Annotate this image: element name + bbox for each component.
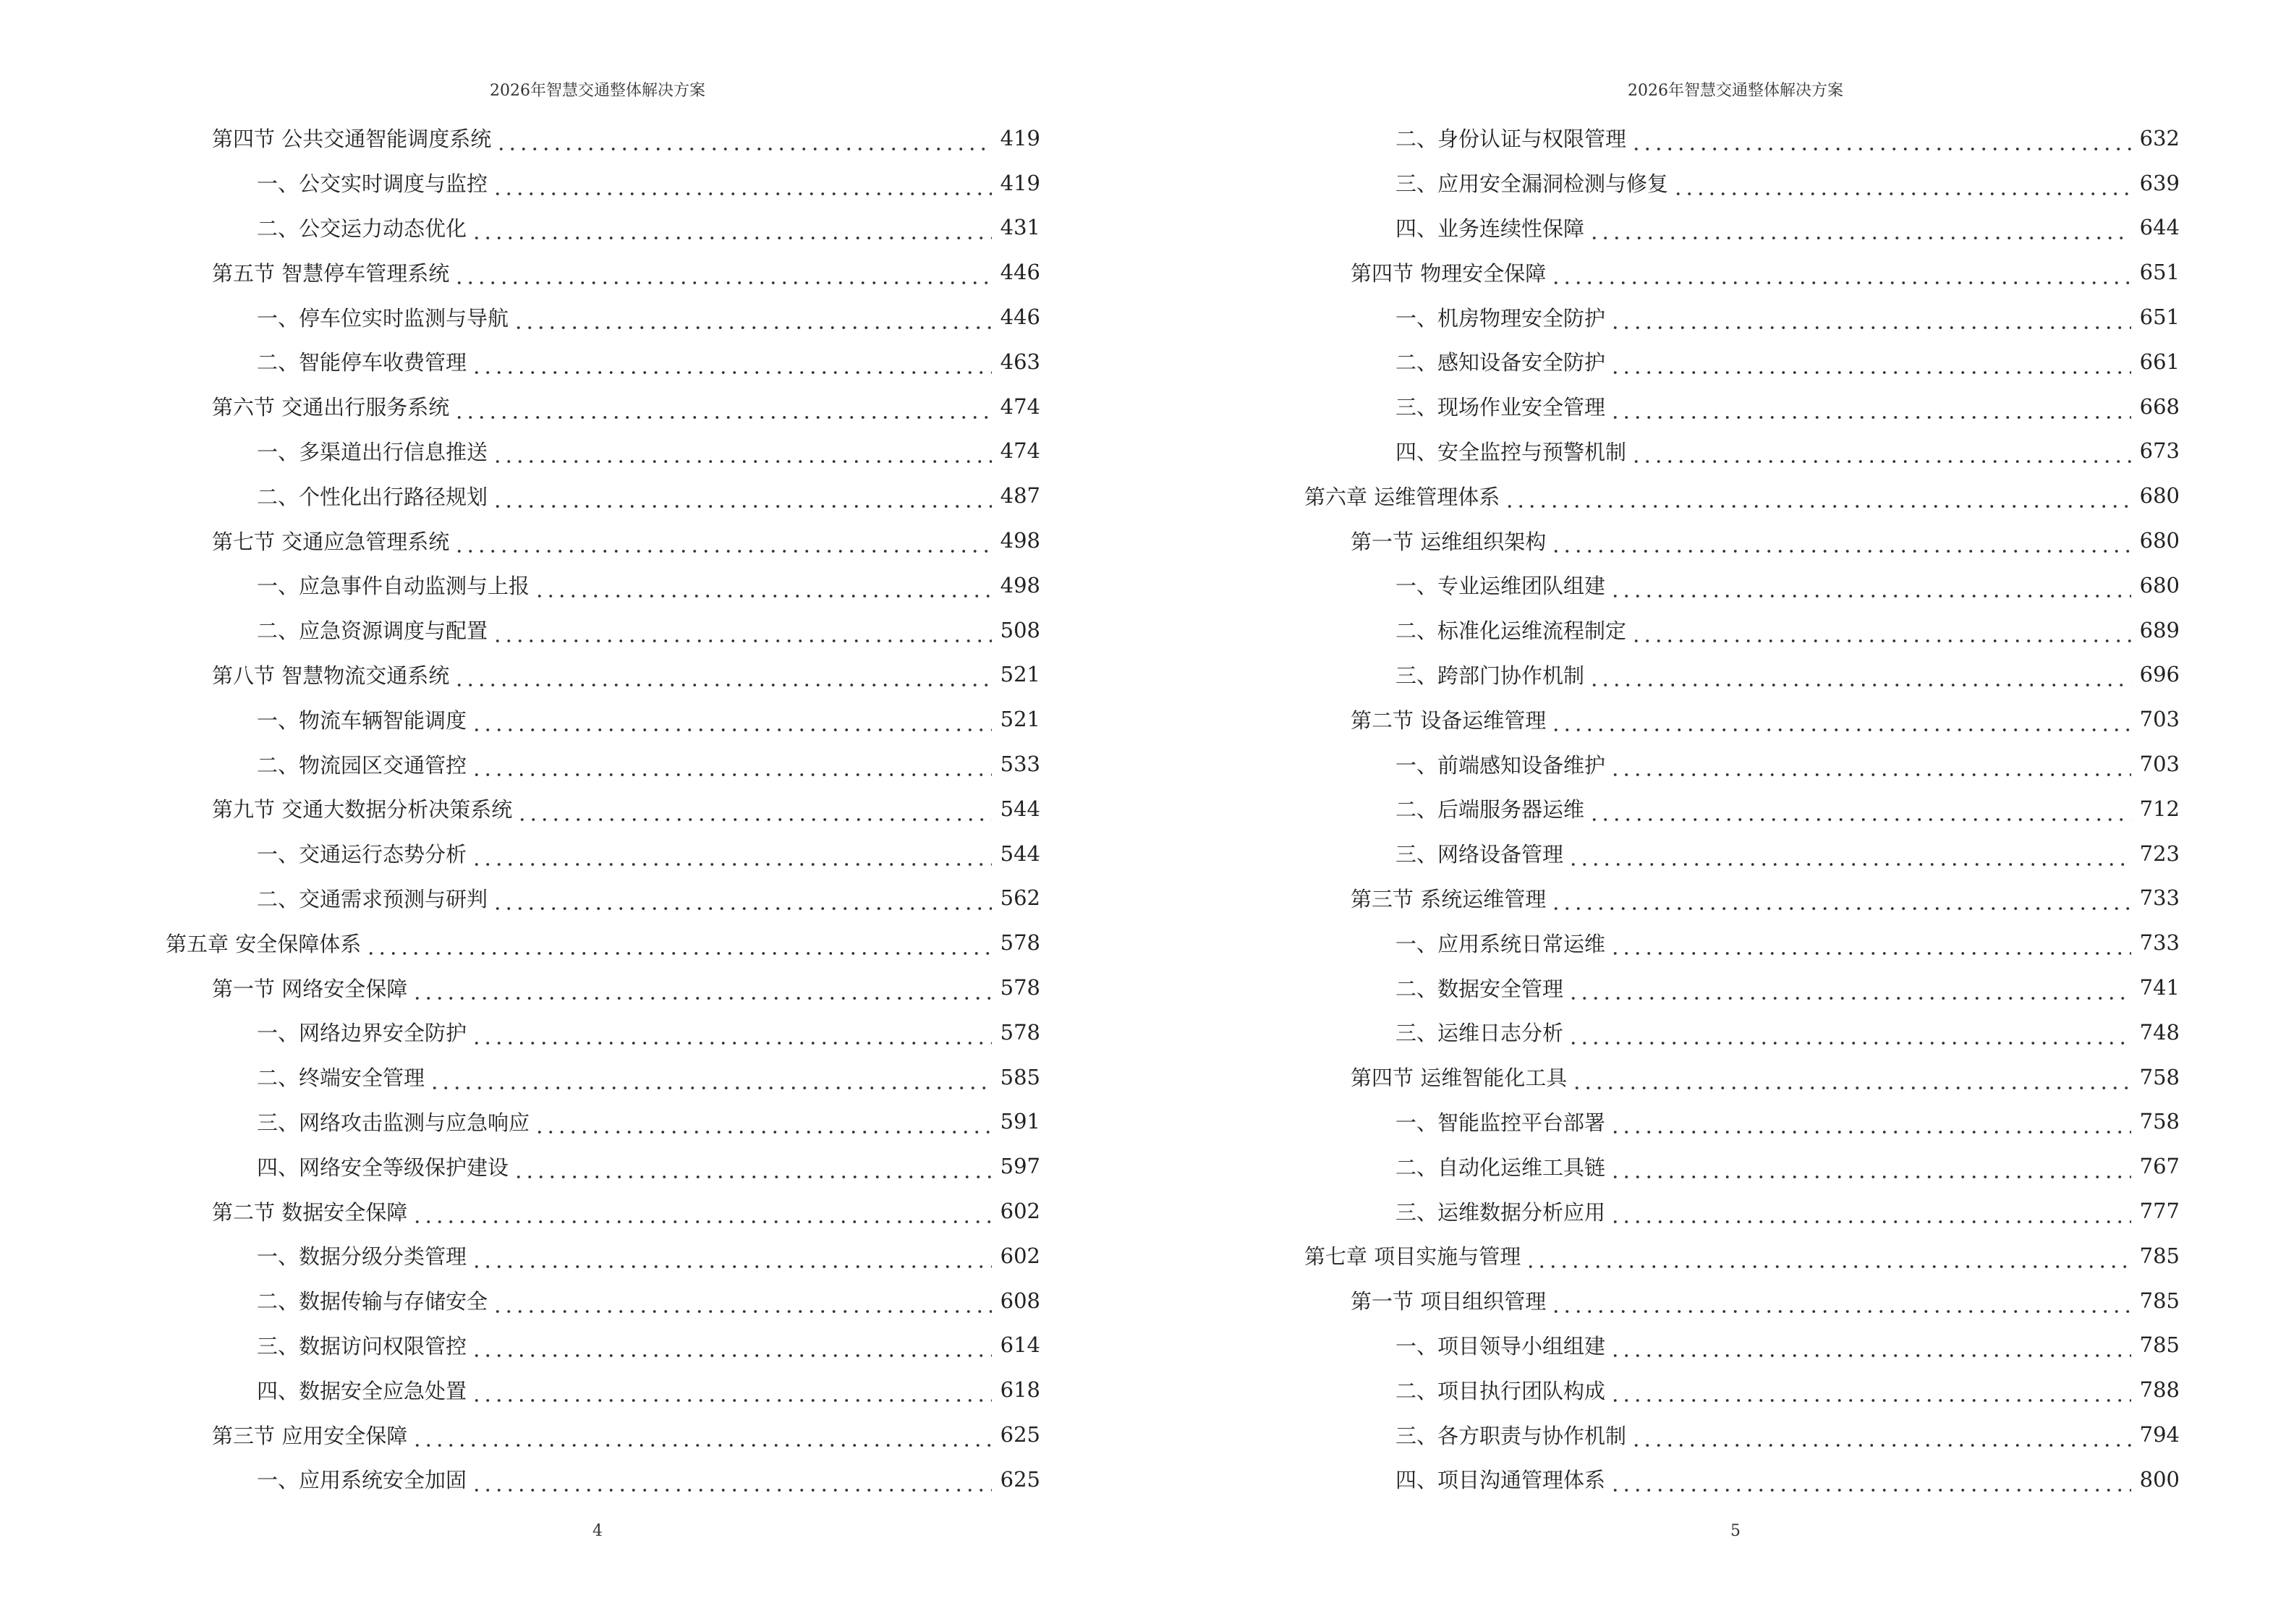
page-5 [1143,0,2286,1624]
toc-entry-title: 一、应用系统日常运维 [1395,931,1606,956]
toc-item-entry[interactable] [1304,965,2180,1010]
toc-entry-page: 680 [2139,483,2180,509]
toc-entry-title: 一、停车位实时监测与导航 [257,305,509,331]
toc-item-entry[interactable] [1304,429,2180,474]
toc-list [166,116,1040,1502]
dot-leader [471,1382,992,1403]
dot-leader [1610,1471,2131,1493]
toc-entry-title: 四、安全监控与预警机制 [1395,439,1627,464]
toc-item-entry[interactable] [166,1100,1040,1144]
toc-entry-page: 785 [2139,1332,2180,1358]
toc-entry-page: 544 [1000,841,1040,866]
toc-chapter-entry[interactable] [166,920,1040,965]
toc-entry-title: 一、物流车辆智能调度 [257,707,467,733]
dot-leader [1550,532,2130,554]
dot-leader [492,443,992,464]
toc-entry-page: 597 [1000,1154,1040,1179]
toc-entry-title: 第八节 智慧物流交通系统 [212,663,450,688]
dot-leader [492,622,992,644]
dot-leader [454,666,991,688]
toc-entry-page: 741 [2139,975,2180,1000]
toc-entry-page: 578 [1000,975,1040,1000]
dot-leader [412,1203,991,1225]
toc-entry-title: 二、后端服务器运维 [1395,797,1585,822]
dot-leader [1550,890,2130,911]
toc-entry-title: 三、运维数据分析应用 [1395,1199,1606,1225]
dot-leader [492,1293,992,1314]
toc-item-entry[interactable] [166,429,1040,474]
toc-entry-title: 一、公交实时调度与监控 [257,171,488,197]
toc-section-entry[interactable] [1304,518,2180,563]
toc-entry-title: 第七节 交通应急管理系统 [212,529,450,554]
dot-leader [454,532,991,554]
toc-entry-page: 544 [1000,796,1040,821]
toc-entry-title: 二、智能停车收费管理 [257,350,467,375]
toc-entry-page: 446 [1000,305,1040,330]
toc-entry-title: 一、项目领导小组组建 [1395,1333,1606,1359]
toc-item-entry[interactable] [166,876,1040,921]
toc-item-entry[interactable] [1304,831,2180,876]
toc-chapter-entry[interactable] [1304,473,2180,518]
toc-entry-title: 二、自动化运维工具链 [1395,1155,1606,1180]
toc-entry-page: 463 [1000,349,1040,374]
toc-entry-page: 723 [2139,841,2180,866]
toc-entry-title: 第四节 运维智能化工具 [1351,1066,1568,1091]
dot-leader [1610,1158,2131,1180]
dot-leader [471,1471,992,1493]
toc-section-entry[interactable] [166,652,1040,697]
toc-entry-page: 758 [2139,1109,2180,1134]
dot-leader [1568,1024,2131,1046]
toc-entry-page: 533 [1000,752,1040,777]
toc-entry-title: 一、多渠道出行信息推送 [257,439,488,464]
toc-item-entry[interactable] [1304,1010,2180,1055]
dot-leader [471,354,992,375]
toc-item-entry[interactable] [166,608,1040,652]
toc-entry-page: 625 [1000,1466,1040,1492]
dot-leader [1568,846,2131,867]
toc-entry-page: 419 [1000,170,1040,195]
toc-item-entry[interactable] [1304,563,2180,608]
toc-entry-title: 二、物流园区交通管控 [257,752,467,778]
toc-entry-page: 614 [1000,1332,1040,1358]
toc-entry-page: 785 [2139,1288,2180,1313]
toc-entry-page: 758 [2139,1064,2180,1089]
toc-entry-title: 一、前端感知设备维护 [1395,752,1606,778]
dot-leader [1610,1337,2131,1359]
toc-entry-title: 三、跨部门协作机制 [1395,663,1585,688]
toc-entry-title: 一、机房物理安全防护 [1395,305,1606,331]
toc-item-entry[interactable] [1304,1367,2180,1412]
toc-entry-page: 680 [2139,528,2180,553]
dot-leader [513,1158,992,1180]
toc-entry-page: 578 [1000,1019,1040,1045]
toc-entry-title: 一、交通运行态势分析 [257,842,467,867]
toc-entry-title: 一、专业运维团队组建 [1395,574,1606,599]
toc-item-entry[interactable] [1304,116,2180,161]
toc-entry-page: 703 [2139,707,2180,732]
dot-leader [496,130,991,152]
toc-entry-page: 800 [2139,1466,2180,1492]
toc-item-entry[interactable] [166,1144,1040,1189]
dot-leader [1631,130,2131,152]
toc-section-entry[interactable] [1304,876,2180,921]
dot-leader [1525,1248,2130,1270]
dot-leader [492,488,992,509]
dot-leader [492,175,992,197]
toc-item-entry[interactable] [1304,1412,2180,1457]
dot-leader [517,801,991,822]
dot-leader [1673,175,2131,197]
toc-entry-title: 第四节 物理安全保障 [1351,260,1547,286]
toc-entry-page: 777 [2139,1199,2180,1224]
toc-item-entry[interactable] [1304,1100,2180,1144]
toc-section-entry[interactable] [166,786,1040,831]
toc-entry-page: 651 [2139,305,2180,330]
toc-entry-title: 二、个性化出行路径规划 [257,484,488,509]
toc-entry-title: 第一节 项目组织管理 [1351,1289,1547,1314]
toc-section-entry[interactable] [166,518,1040,563]
toc-entry-title: 第一节 网络安全保障 [212,976,408,1001]
dot-leader [1610,1203,2131,1225]
toc-entry-title: 四、网络安全等级保护建设 [257,1155,509,1180]
toc-item-entry[interactable] [166,1278,1040,1323]
toc-entry-title: 第一节 运维组织架构 [1351,529,1547,554]
dot-leader [412,979,991,1001]
dot-leader [492,890,992,911]
toc-item-entry[interactable] [166,1323,1040,1368]
toc-section-entry[interactable] [1304,697,2180,741]
toc-entry-title: 三、各方职责与协作机制 [1395,1423,1627,1448]
toc-entry-title: 一、网络边界安全防护 [257,1021,467,1046]
toc-entry-title: 一、智能监控平台部署 [1395,1110,1606,1135]
toc-item-entry[interactable] [166,1367,1040,1412]
toc-entry-title: 三、网络攻击监测与应急响应 [257,1110,530,1135]
toc-entry-title: 四、业务连续性保障 [1395,216,1585,241]
toc-section-entry[interactable] [166,116,1040,161]
toc-entry-page: 521 [1000,707,1040,732]
toc-entry-page: 618 [1000,1377,1040,1403]
toc-item-entry[interactable] [166,1233,1040,1278]
toc-entry-page: 585 [1000,1064,1040,1089]
dot-leader [1504,488,2130,509]
toc-item-entry[interactable] [1304,1457,2180,1502]
toc-item-entry[interactable] [166,1055,1040,1100]
toc-entry-title: 第三节 应用安全保障 [212,1423,408,1448]
toc-entry-page: 661 [2139,349,2180,374]
toc-entry-title: 二、应急资源调度与配置 [257,618,488,644]
toc-item-entry[interactable] [1304,608,2180,652]
toc-section-entry[interactable] [1304,1055,2180,1100]
toc-entry-page: 712 [2139,796,2180,821]
dot-leader [471,846,992,867]
toc-item-entry[interactable] [166,697,1040,741]
dot-leader [1610,309,2131,331]
toc-entry-page: 767 [2139,1154,2180,1179]
toc-entry-page: 521 [1000,662,1040,687]
toc-section-entry[interactable] [166,1189,1040,1233]
toc-item-entry[interactable] [1304,1323,2180,1368]
toc-entry-page: 562 [1000,885,1040,911]
toc-entry-title: 三、运维日志分析 [1395,1021,1564,1046]
toc-item-entry[interactable] [1304,294,2180,339]
toc-entry-title: 三、网络设备管理 [1395,842,1564,867]
dot-leader [534,1113,992,1135]
toc-entry-page: 748 [2139,1019,2180,1045]
toc-entry-title: 第九节 交通大数据分析决策系统 [212,797,513,822]
dot-leader [1610,935,2131,956]
toc-item-entry[interactable] [1304,652,2180,697]
toc-entry-page: 668 [2139,394,2180,419]
dot-leader [1610,399,2131,420]
dot-leader [471,1248,992,1270]
toc-entry-title: 第五章 安全保障体系 [166,931,362,956]
toc-item-entry[interactable] [1304,1189,2180,1233]
toc-entry-page: 644 [2139,215,2180,240]
dot-leader [1610,354,2131,375]
toc-item-entry[interactable] [166,339,1040,384]
dot-leader [1631,622,2131,644]
toc-entry-page: 608 [1000,1288,1040,1313]
dot-leader [1589,801,2131,822]
toc-entry-title: 二、身份认证与权限管理 [1395,127,1627,152]
toc-entry-page: 625 [1000,1422,1040,1447]
toc-entry-title: 第四节 公共交通智能调度系统 [212,127,492,152]
toc-item-entry[interactable] [1304,741,2180,786]
toc-entry-title: 四、数据安全应急处置 [257,1378,467,1403]
toc-item-entry[interactable] [1304,920,2180,965]
dot-leader [1550,264,2130,286]
toc-section-entry[interactable] [166,1412,1040,1457]
dot-leader [454,264,991,286]
toc-entry-page: 733 [2139,930,2180,956]
dot-leader [471,219,992,241]
toc-entry-title: 第三节 系统运维管理 [1351,886,1547,911]
dot-leader [1610,577,2131,599]
toc-entry-title: 二、公交运力动态优化 [257,216,467,241]
toc-entry-page: 785 [2139,1243,2180,1268]
page-number: 5 [1730,1522,1741,1540]
toc-item-entry[interactable] [166,831,1040,876]
toc-entry-title: 第五节 智慧停车管理系统 [212,260,450,286]
toc-section-entry[interactable] [166,965,1040,1010]
toc-entry-page: 703 [2139,752,2180,777]
toc-item-entry[interactable] [166,161,1040,205]
dot-leader [1589,666,2131,688]
toc-item-entry[interactable] [1304,161,2180,205]
toc-entry-title: 二、终端安全管理 [257,1066,425,1091]
toc-entry-title: 一、数据分级分类管理 [257,1244,467,1270]
dot-leader [454,399,991,420]
toc-entry-title: 第七章 项目实施与管理 [1304,1244,1521,1270]
toc-chapter-entry[interactable] [1304,1233,2180,1278]
toc-entry-title: 二、交通需求预测与研判 [257,886,488,911]
dot-leader [1610,1382,2131,1403]
toc-entry-page: 419 [1000,125,1040,150]
dot-leader [1631,443,2131,464]
page-header: 2026年智慧交通整体解决方案 [490,82,705,100]
toc-entry-title: 二、项目执行团队构成 [1395,1378,1606,1403]
toc-entry-title: 一、应用系统安全加固 [257,1468,467,1493]
toc-entry-page: 446 [1000,260,1040,285]
dot-leader [1550,1293,2130,1314]
toc-entry-page: 602 [1000,1243,1040,1268]
dot-leader [471,756,992,778]
toc-section-entry[interactable] [1304,250,2180,294]
dot-leader [429,1069,992,1091]
toc-entry-page: 474 [1000,438,1040,464]
dot-leader [471,711,992,733]
dot-leader [412,1427,991,1448]
dot-leader [1568,979,2131,1001]
dot-leader [1610,1113,2131,1135]
dot-leader [1631,1427,2131,1448]
toc-section-entry[interactable] [1304,1278,2180,1323]
toc-entry-page: 498 [1000,528,1040,553]
toc-entry-page: 602 [1000,1199,1040,1224]
toc-item-entry[interactable] [166,563,1040,608]
dot-leader [365,935,991,956]
toc-entry-page: 733 [2139,885,2180,911]
toc-item-entry[interactable] [166,205,1040,250]
dot-leader [471,1337,992,1359]
toc-entry-page: 651 [2139,260,2180,285]
dot-leader [1571,1069,2130,1091]
toc-entry-title: 第六节 交通出行服务系统 [212,395,450,420]
toc-item-entry[interactable] [166,1010,1040,1055]
toc-entry-title: 二、数据安全管理 [1395,976,1564,1001]
toc-item-entry[interactable] [1304,384,2180,429]
toc-item-entry[interactable] [166,741,1040,786]
toc-entry-page: 696 [2139,662,2180,687]
dot-leader [1550,711,2130,733]
dot-leader [1589,219,2131,241]
toc-entry-page: 632 [2139,125,2180,150]
toc-item-entry[interactable] [166,294,1040,339]
toc-entry-title: 第二节 数据安全保障 [212,1199,408,1225]
toc-entry-page: 498 [1000,572,1040,598]
toc-entry-page: 474 [1000,394,1040,419]
toc-item-entry[interactable] [166,1457,1040,1502]
toc-list [1304,116,2180,1502]
toc-entry-page: 673 [2139,438,2180,464]
toc-entry-title: 第二节 设备运维管理 [1351,707,1547,733]
toc-section-entry[interactable] [166,250,1040,294]
toc-entry-title: 一、应急事件自动监测与上报 [257,574,530,599]
toc-entry-title: 二、感知设备安全防护 [1395,350,1606,375]
dot-leader [1610,756,2131,778]
toc-entry-page: 689 [2139,617,2180,642]
toc-item-entry[interactable] [1304,1144,2180,1189]
toc-entry-title: 第六章 运维管理体系 [1304,484,1500,509]
toc-item-entry[interactable] [1304,205,2180,250]
toc-entry-title: 三、现场作业安全管理 [1395,395,1606,420]
dot-leader [513,309,992,331]
toc-entry-page: 680 [2139,572,2180,598]
toc-entry-page: 639 [2139,170,2180,195]
dot-leader [534,577,992,599]
toc-entry-page: 431 [1000,215,1040,240]
dot-leader [471,1024,992,1046]
toc-entry-page: 591 [1000,1109,1040,1134]
toc-section-entry[interactable] [166,384,1040,429]
toc-entry-title: 四、项目沟通管理体系 [1395,1468,1606,1493]
toc-entry-title: 三、应用安全漏洞检测与修复 [1395,171,1669,197]
toc-entry-title: 二、数据传输与存储安全 [257,1289,488,1314]
toc-entry-page: 578 [1000,930,1040,956]
toc-item-entry[interactable] [166,473,1040,518]
page-number: 4 [592,1522,603,1540]
toc-entry-page: 794 [2139,1422,2180,1447]
toc-entry-page: 487 [1000,483,1040,509]
toc-item-entry[interactable] [1304,339,2180,384]
page-header: 2026年智慧交通整体解决方案 [1628,82,1843,100]
toc-entry-title: 三、数据访问权限管控 [257,1333,467,1359]
toc-entry-page: 788 [2139,1377,2180,1403]
toc-entry-title: 二、标准化运维流程制定 [1395,618,1627,644]
toc-entry-page: 508 [1000,617,1040,642]
toc-item-entry[interactable] [1304,786,2180,831]
